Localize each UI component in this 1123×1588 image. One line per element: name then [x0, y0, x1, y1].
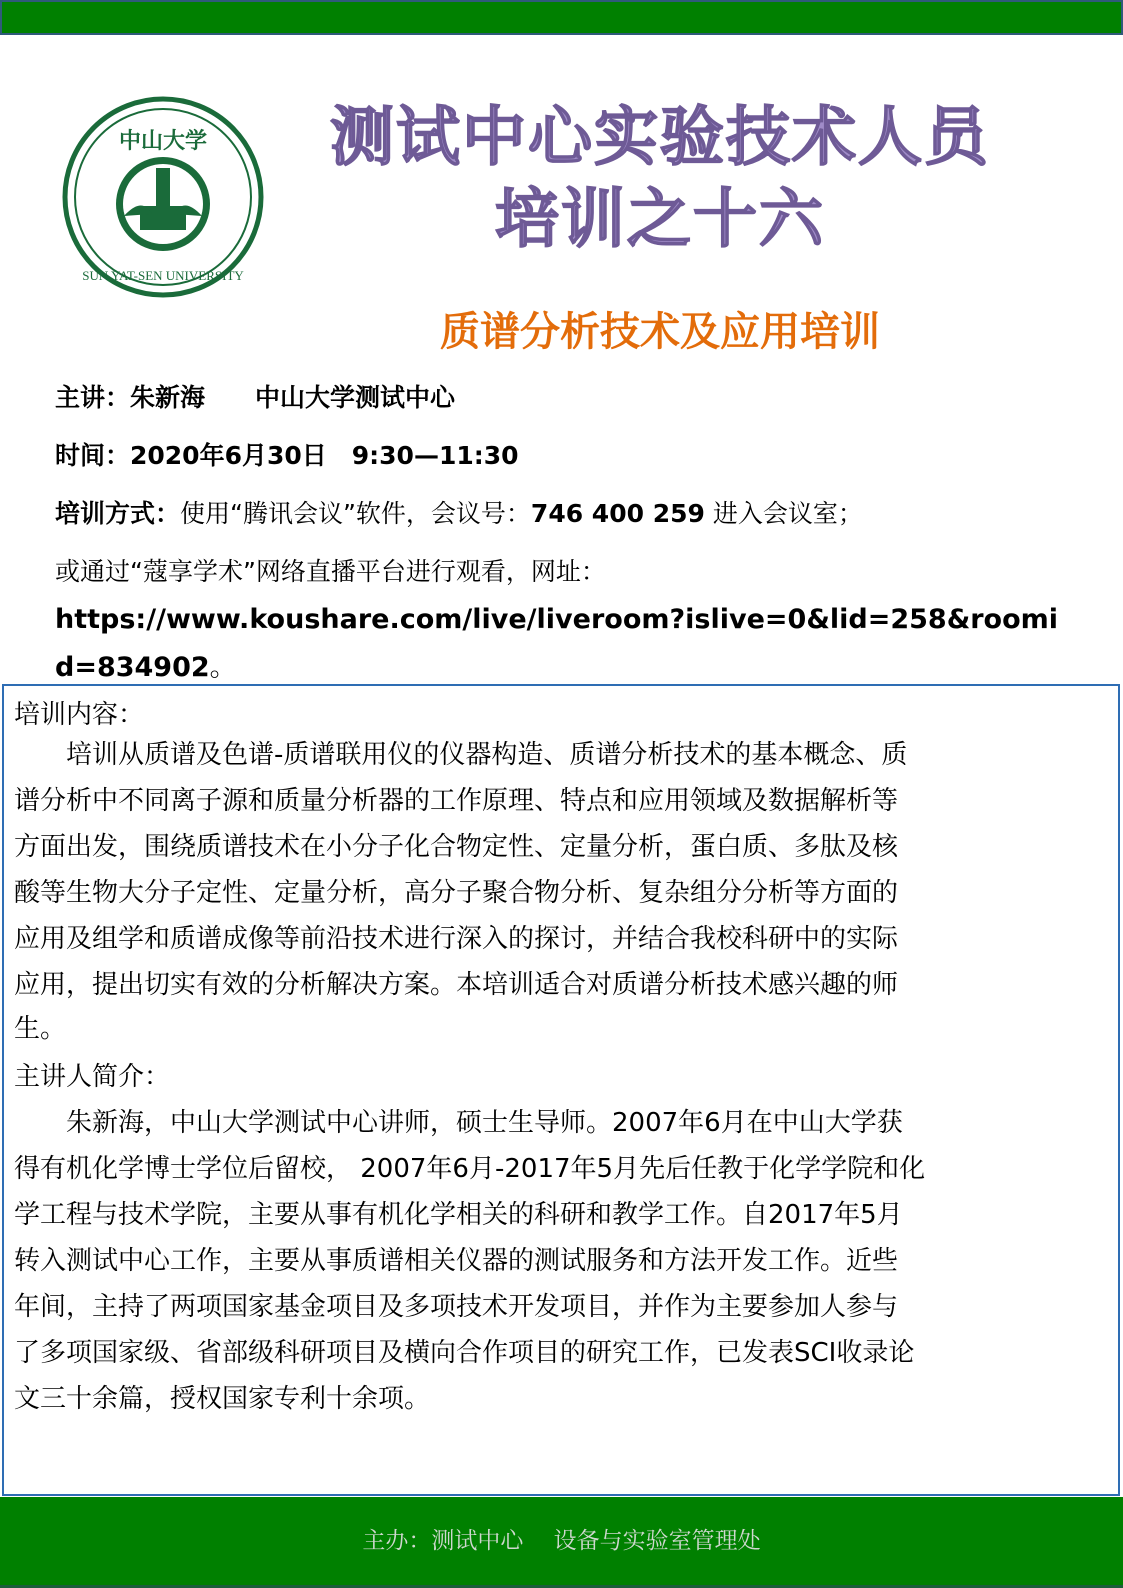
- content-line: 谱分析中不同离子源和质量分析器的工作原理、特点和应用领域及数据解析等: [14, 786, 899, 816]
- method-text: 使用“腾讯会议”软件，会议号：: [180, 499, 531, 528]
- intro-line: 转入测试中心工作，主要从事质谱相关仪器的测试服务和方法开发工作。近些: [14, 1246, 899, 1276]
- content-line: 酸等生物大分子定性、定量分析，高分子聚合物分析、复杂组分分析等方面的: [14, 878, 899, 908]
- content-line: 方面出发，围绕质谱技术在小分子化合物定性、定量分析，蛋白质、多肽及核: [14, 832, 899, 862]
- alt-info: 或通过“蔻享学术”网络直播平台进行观看，网址：: [55, 557, 606, 586]
- content-line: 应用及组学和质谱成像等前沿技术进行深入的探讨，并结合我校科研中的实际: [14, 924, 899, 954]
- time-info: 时间：2020年6月30日 9:30—11:30: [55, 441, 519, 470]
- poster-subtitle: 质谱分析技术及应用培训: [440, 309, 880, 355]
- content-line: 培训从质谱及色谱-质谱联用仪的仪器构造、质谱分析技术的基本概念、质: [14, 740, 908, 770]
- meeting-id: 746 400 259: [530, 499, 705, 528]
- intro-line: 得有机化学博士学位后留校， 2007年6月-2017年5月先后任教于化学学院和化: [14, 1154, 926, 1184]
- url-line1[interactable]: https://www.koushare.com/live/liveroom?islive=0&lid=258&roomi: [55, 604, 1059, 635]
- organizer-text: 主办：测试中心 设备与实验室管理处: [362, 1528, 761, 1554]
- top-banner: [0, 0, 1123, 35]
- content-line: 生。: [14, 1014, 67, 1044]
- content-line: 应用，提出切实有效的分析解决方案。本培训适合对质谱分析技术感兴趣的师: [14, 970, 899, 1000]
- url-line2[interactable]: [55, 645, 237, 684]
- intro-line: 了多项国家级、省部级科研项目及横向合作项目的研究工作，已发表SCI收录论: [14, 1338, 915, 1368]
- url-end: 。: [209, 652, 237, 683]
- intro-line: 朱新海，中山大学测试中心讲师，硕士生导师。2007年6月在中山大学获: [14, 1108, 903, 1138]
- content-heading: 培训内容：: [14, 700, 145, 730]
- poster-title-line1: 测试中心实验技术人员: [330, 101, 990, 175]
- logo-en-text: SUN YAT-SEN UNIVERSITY: [82, 268, 244, 283]
- intro-line: 文三十余篇，授权国家专利十余项。: [14, 1384, 431, 1414]
- method-label: 培训方式：: [55, 499, 181, 528]
- method-info: [55, 494, 863, 530]
- intro-line: 年间，主持了两项国家基金项目及多项技术开发项目，并作为主要参加人参与: [14, 1292, 899, 1322]
- footer-banner: [0, 1497, 1123, 1588]
- sysu-logo: [62, 96, 264, 298]
- intro-line: 学工程与技术学院，主要从事有机化学相关的科研和教学工作。自2017年5月: [14, 1200, 903, 1230]
- poster-title-line2: 培训之十六: [495, 183, 825, 257]
- speaker-intro-heading: 主讲人简介：: [14, 1062, 171, 1092]
- method-text-end: 进入会议室；: [704, 499, 863, 528]
- content-box: [2, 684, 1120, 1496]
- url-part2[interactable]: d=834902: [55, 652, 210, 683]
- logo-cn-text: 中山大学: [118, 129, 208, 154]
- speaker-info: 主讲：朱新海 中山大学测试中心: [55, 383, 456, 412]
